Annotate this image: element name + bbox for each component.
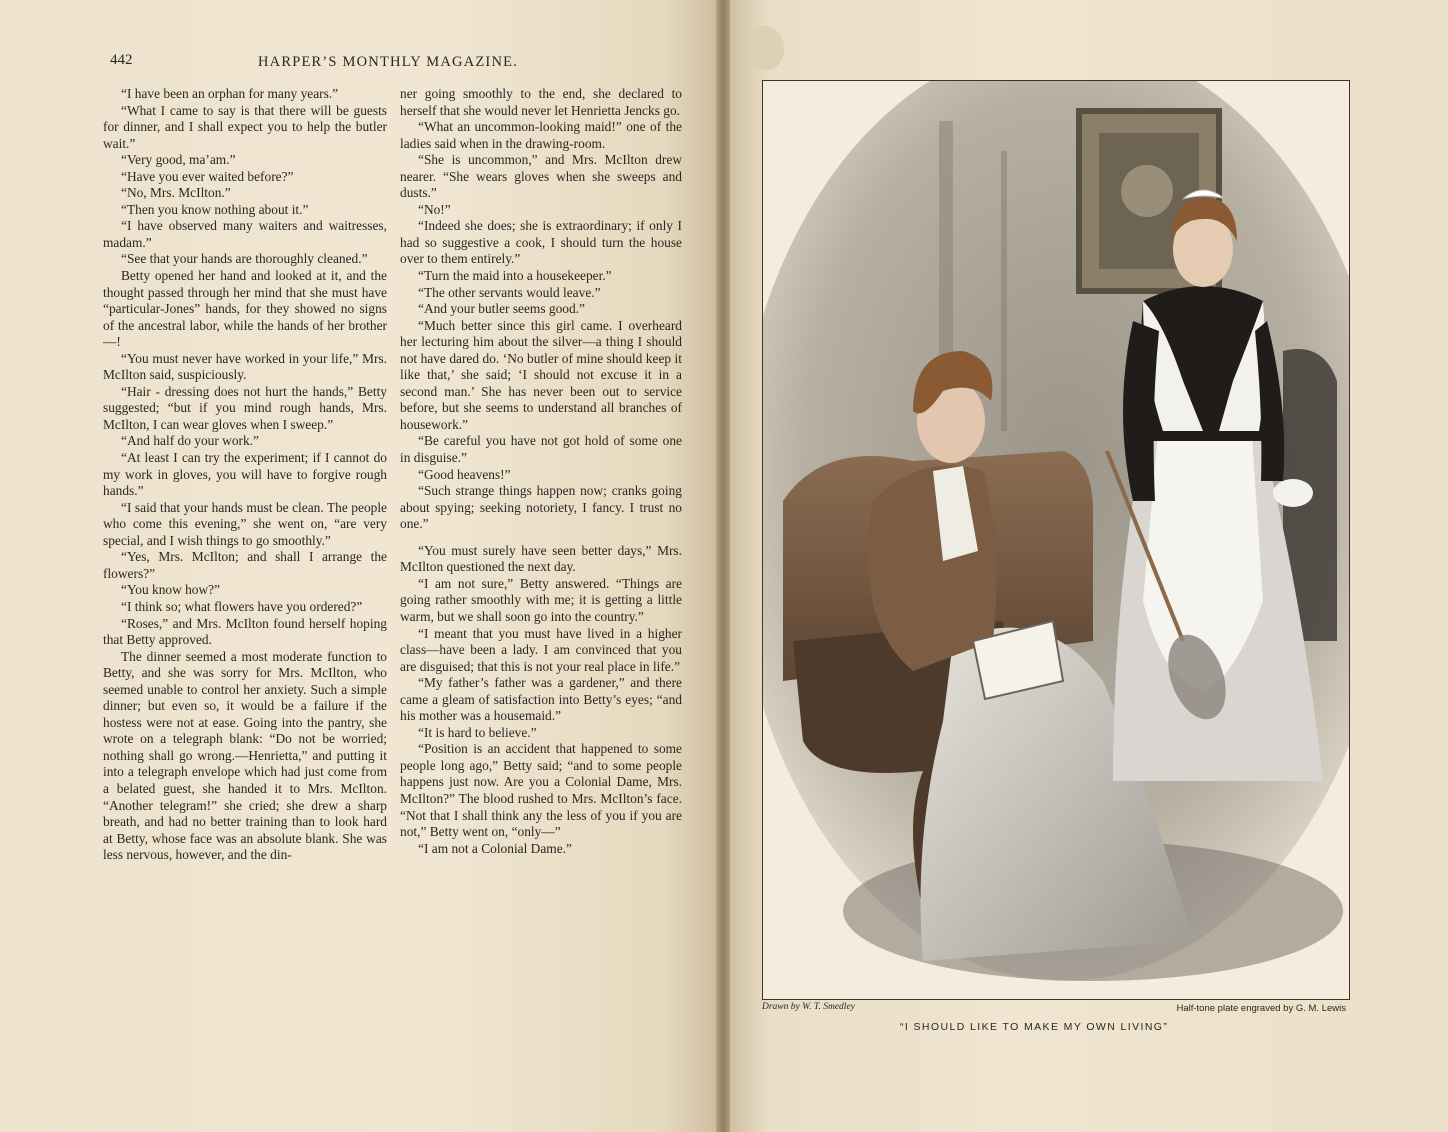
paragraph: “What an uncommon-looking maid!” one of the ladies said when in the drawing-room. [400,119,682,151]
paragraph: The dinner seemed a most moderate function to Betty, and she was sorry for Mrs. McIlton, who seemed unable to control her anxiety. Such a simple dinner; but even so, it would be a failure if the hostess were not at ease. Going into the pantry, she wrote on a telegraph blank: “Do not be worried; nothing shall go wrong.—Henrietta,” and putting it into a telegraph envelope which had just come from a belated guest, she handed it to Mrs. McIlton. “Another telegram!” she cried; she drew a sharp breath, and had no better training than to look hard at Betty, whose face was an absolute blank. She was less nervous, however, and the din- [103,648,387,863]
illustration-plate [762,80,1350,1000]
torn-page-corner [750,26,784,70]
book-gutter [716,0,730,1132]
paragraph: “You must never have worked in your life,” Mrs. McIlton said, suspiciously. [103,350,387,383]
paragraph: “And half do your work.” [121,433,259,449]
running-title: HARPER’S MONTHLY MAGAZINE. [258,54,518,70]
paragraph-continued: ner going smoothly to the end, she declared to herself that she would never let Henrietta Jencks go. [400,86,682,118]
paragraph: “I have observed many waiters and waitresses, madam.” [103,218,387,250]
paragraph: “Turn the maid into a housekeeper.” [418,268,612,284]
paragraph: “No, Mrs. McIlton.” [121,185,231,201]
maid-sleeve [1123,321,1159,501]
paragraph: “Have you ever waited before?” [121,168,294,184]
paragraph: “Then you know nothing about it.” [121,201,309,217]
paragraph: Betty opened her hand and looked at it, and the thought passed through her mind that she must have “particular-Jones” hands, for they showed no signs of the ancestral labor, while the hands of her brother—! [103,268,387,350]
illustration-drawing [763,81,1349,999]
paragraph: “I meant that you must have lived in a higher class—have been a lady. I am convinced that you are disguised; that this is not your real place in life.” [400,625,682,674]
paragraph: “No!” [418,201,451,217]
paragraph: “Much better since this girl came. I overheard her lecturing him about the silver—a thing I should not have dared do. ‘No butler of mine should keep it like that,’ she said; ‘I should not excuse it in a second man.’ She has never been out to service before, but she seems to understand all branches of housework.” [400,317,682,432]
paragraph: “My father’s father was a gardener,” and there came a gleam of satisfaction into Betty’s eyes; “and his mother was a housemaid.” [400,675,682,724]
paragraph: “I have been an orphan for many years.” [121,86,339,101]
paragraph: “I am not sure,” Betty answered. “Things are going rather smoothly with me; it is getting a little warm, but we shall soon go into the country.” [400,575,682,624]
paragraph: “You know how?” [121,582,221,598]
text-column-2 [400,86,682,857]
paragraph: “I said that your hands must be clean. The people who come this evening,” she went on, “are very special, and I wish things to go smoothly.” [103,499,387,548]
paragraph: “You must surely have seen better days,” Mrs. McIlton questioned the next day. [400,542,682,575]
paragraph: “She is uncommon,” and Mrs. McIlton drew nearer. “She wears gloves when she sweeps and dusts.” [400,152,682,201]
paragraph: “See that your hands are thoroughly cleaned.” [121,251,368,267]
paragraph: “Very good, ma’am.” [121,152,236,168]
plate-caption: “I SHOULD LIKE TO MAKE MY OWN LIVING” [900,1021,1169,1033]
picture-figure [1121,165,1173,217]
paragraph: “At least I can try the experiment; if I cannot do my work in gloves, you will have to forgive rough hands.” [103,450,387,499]
paragraph: “Roses,” and Mrs. McIlton found herself hoping that Betty approved. [103,615,387,648]
handkerchief [1273,479,1313,507]
artist-credit: Drawn by W. T. Smedley [762,1002,855,1012]
paragraph: “The other servants would leave.” [418,284,601,300]
page-number: 442 [110,52,133,68]
paragraph: “Such strange things happen now; cranks going about spying; seeking notoriety, I fancy. I trust no one.” [400,483,682,532]
paragraph: “Be careful you have not got hold of some one in disguise.” [400,433,682,466]
engraver-credit: Half-tone plate engraved by G. M. Lewis [1176,1003,1346,1014]
paragraph: “What I came to say is that there will be guests for dinner, and I shall expect you to help the butler wait.” [103,102,387,151]
paragraph: “I am not a Colonial Dame.” [418,840,572,856]
text-column-1 [103,86,387,864]
paragraph: “And your butler seems good.” [418,301,585,317]
paragraph: “It is hard to believe.” [418,724,537,740]
paragraph: “Position is an accident that happened to some people long ago,” Betty said; “and to some people happens just now. Are you a Colonial Dame, Mrs. McIlton?” The blood rushed to Mrs. McIlton’s face. “Not that I shall think any the less of you if you are not,” Betty went on, “only—” [400,741,682,840]
paragraph: “Good heavens!” [418,466,511,482]
paragraph: “I think so; what flowers have you ordered?” [121,598,363,614]
page-header [110,52,680,74]
paragraph: “Indeed she does; she is extraordinary; if only I had so suggestive a cook, I should turn the house over to them entirely.” [400,218,682,267]
paragraph: “Yes, Mrs. McIlton; and shall I arrange the flowers?” [103,549,387,581]
wall-molding [1001,151,1007,431]
paragraph: “Hair - dressing does not hurt the hands,” Betty suggested; “but if you mind rough hands, Mrs. McIlton, I can wear gloves when I sweep.” [103,383,387,432]
